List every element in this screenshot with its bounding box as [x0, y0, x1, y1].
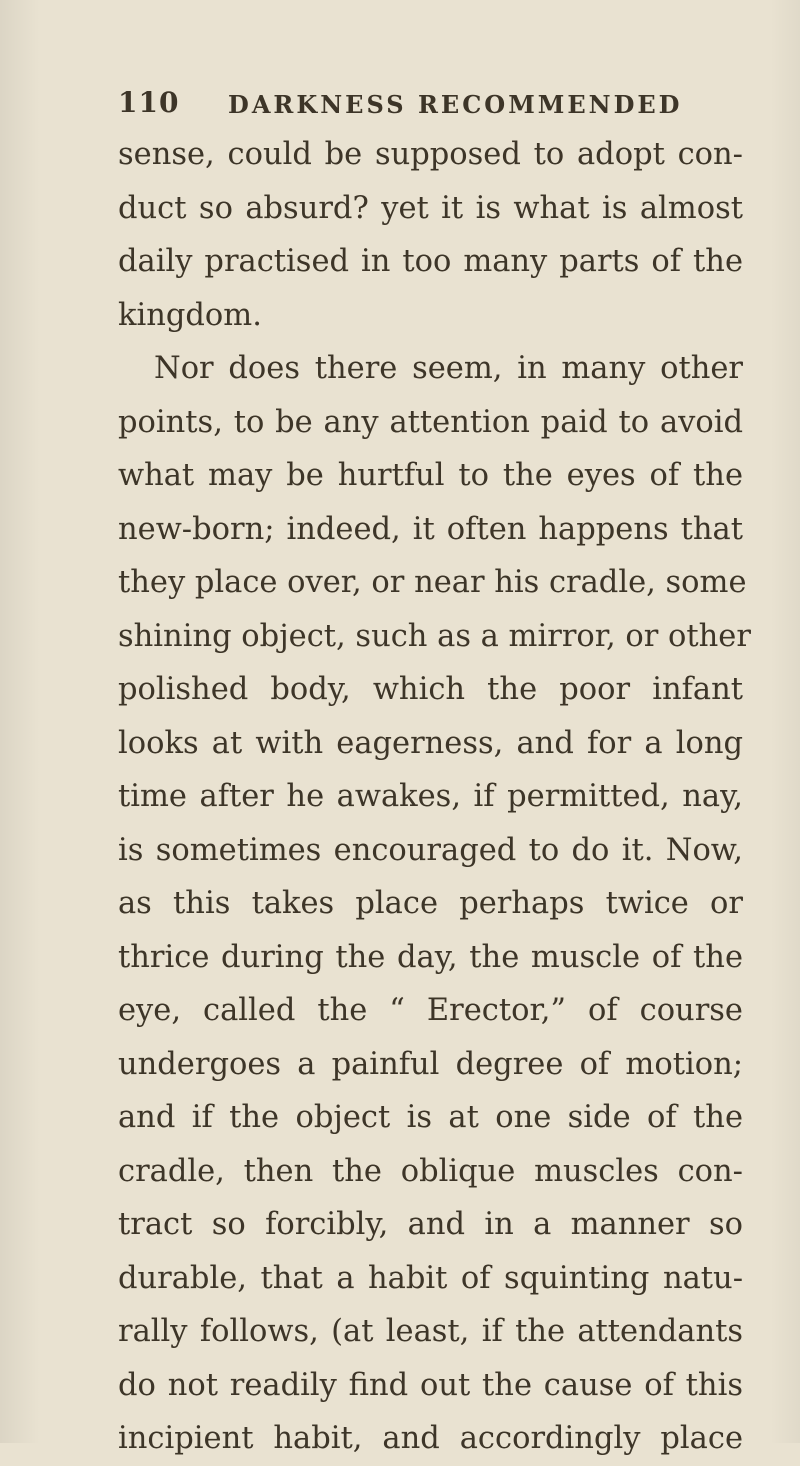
page-number: 110 — [118, 86, 180, 119]
text-line: kingdom. — [118, 297, 262, 333]
text-line: tract so forcibly, and in a manner so — [118, 1207, 743, 1242]
text-line: shining object, such as a mirror, or other — [118, 618, 751, 654]
text-line: polished body, which the poor infant — [118, 672, 743, 707]
paragraph-start-line: Nor does there seem, in many other — [154, 351, 743, 386]
text-line: sense, could be supposed to adopt con- — [118, 137, 743, 172]
text-line: as this takes place perhaps twice or — [118, 886, 743, 921]
text-line: daily practised in too many parts of the — [118, 244, 743, 279]
text-line: eye, called the “ Erector,” of course — [118, 993, 743, 1028]
page-header — [118, 86, 738, 126]
text-line: new-born; indeed, it often happens that — [118, 511, 743, 547]
text-line: rally follows, (at least, if the attendants — [118, 1314, 743, 1349]
text-line: duct so absurd? yet it is what is almost — [118, 190, 743, 226]
text-line: looks at with eagerness, and for a long — [118, 725, 743, 761]
text-line: durable, that a habit of squinting natu- — [118, 1260, 743, 1296]
running-title: DARKNESS RECOMMENDED — [228, 90, 683, 119]
text-line: thrice during the day, the muscle of the — [118, 939, 743, 975]
text-line: they place over, or near his cradle, some — [118, 565, 747, 600]
text-line: time after he awakes, if permitted, nay, — [118, 779, 743, 814]
text-line: and if the object is at one side of the — [118, 1100, 743, 1135]
text-line: undergoes a painful degree of motion; — [118, 1046, 743, 1082]
body-text — [118, 128, 751, 1466]
text-line: cradle, then the oblique muscles con- — [118, 1153, 743, 1189]
text-line: incipient habit, and accordingly place — [118, 1421, 743, 1456]
text-line: is sometimes encouraged to do it. Now, — [118, 832, 743, 868]
text-line: what may be hurtful to the eyes of the — [118, 458, 743, 493]
text-line: points, to be any attention paid to avoid — [118, 404, 743, 440]
text-line: do not readily find out the cause of this — [118, 1367, 743, 1403]
